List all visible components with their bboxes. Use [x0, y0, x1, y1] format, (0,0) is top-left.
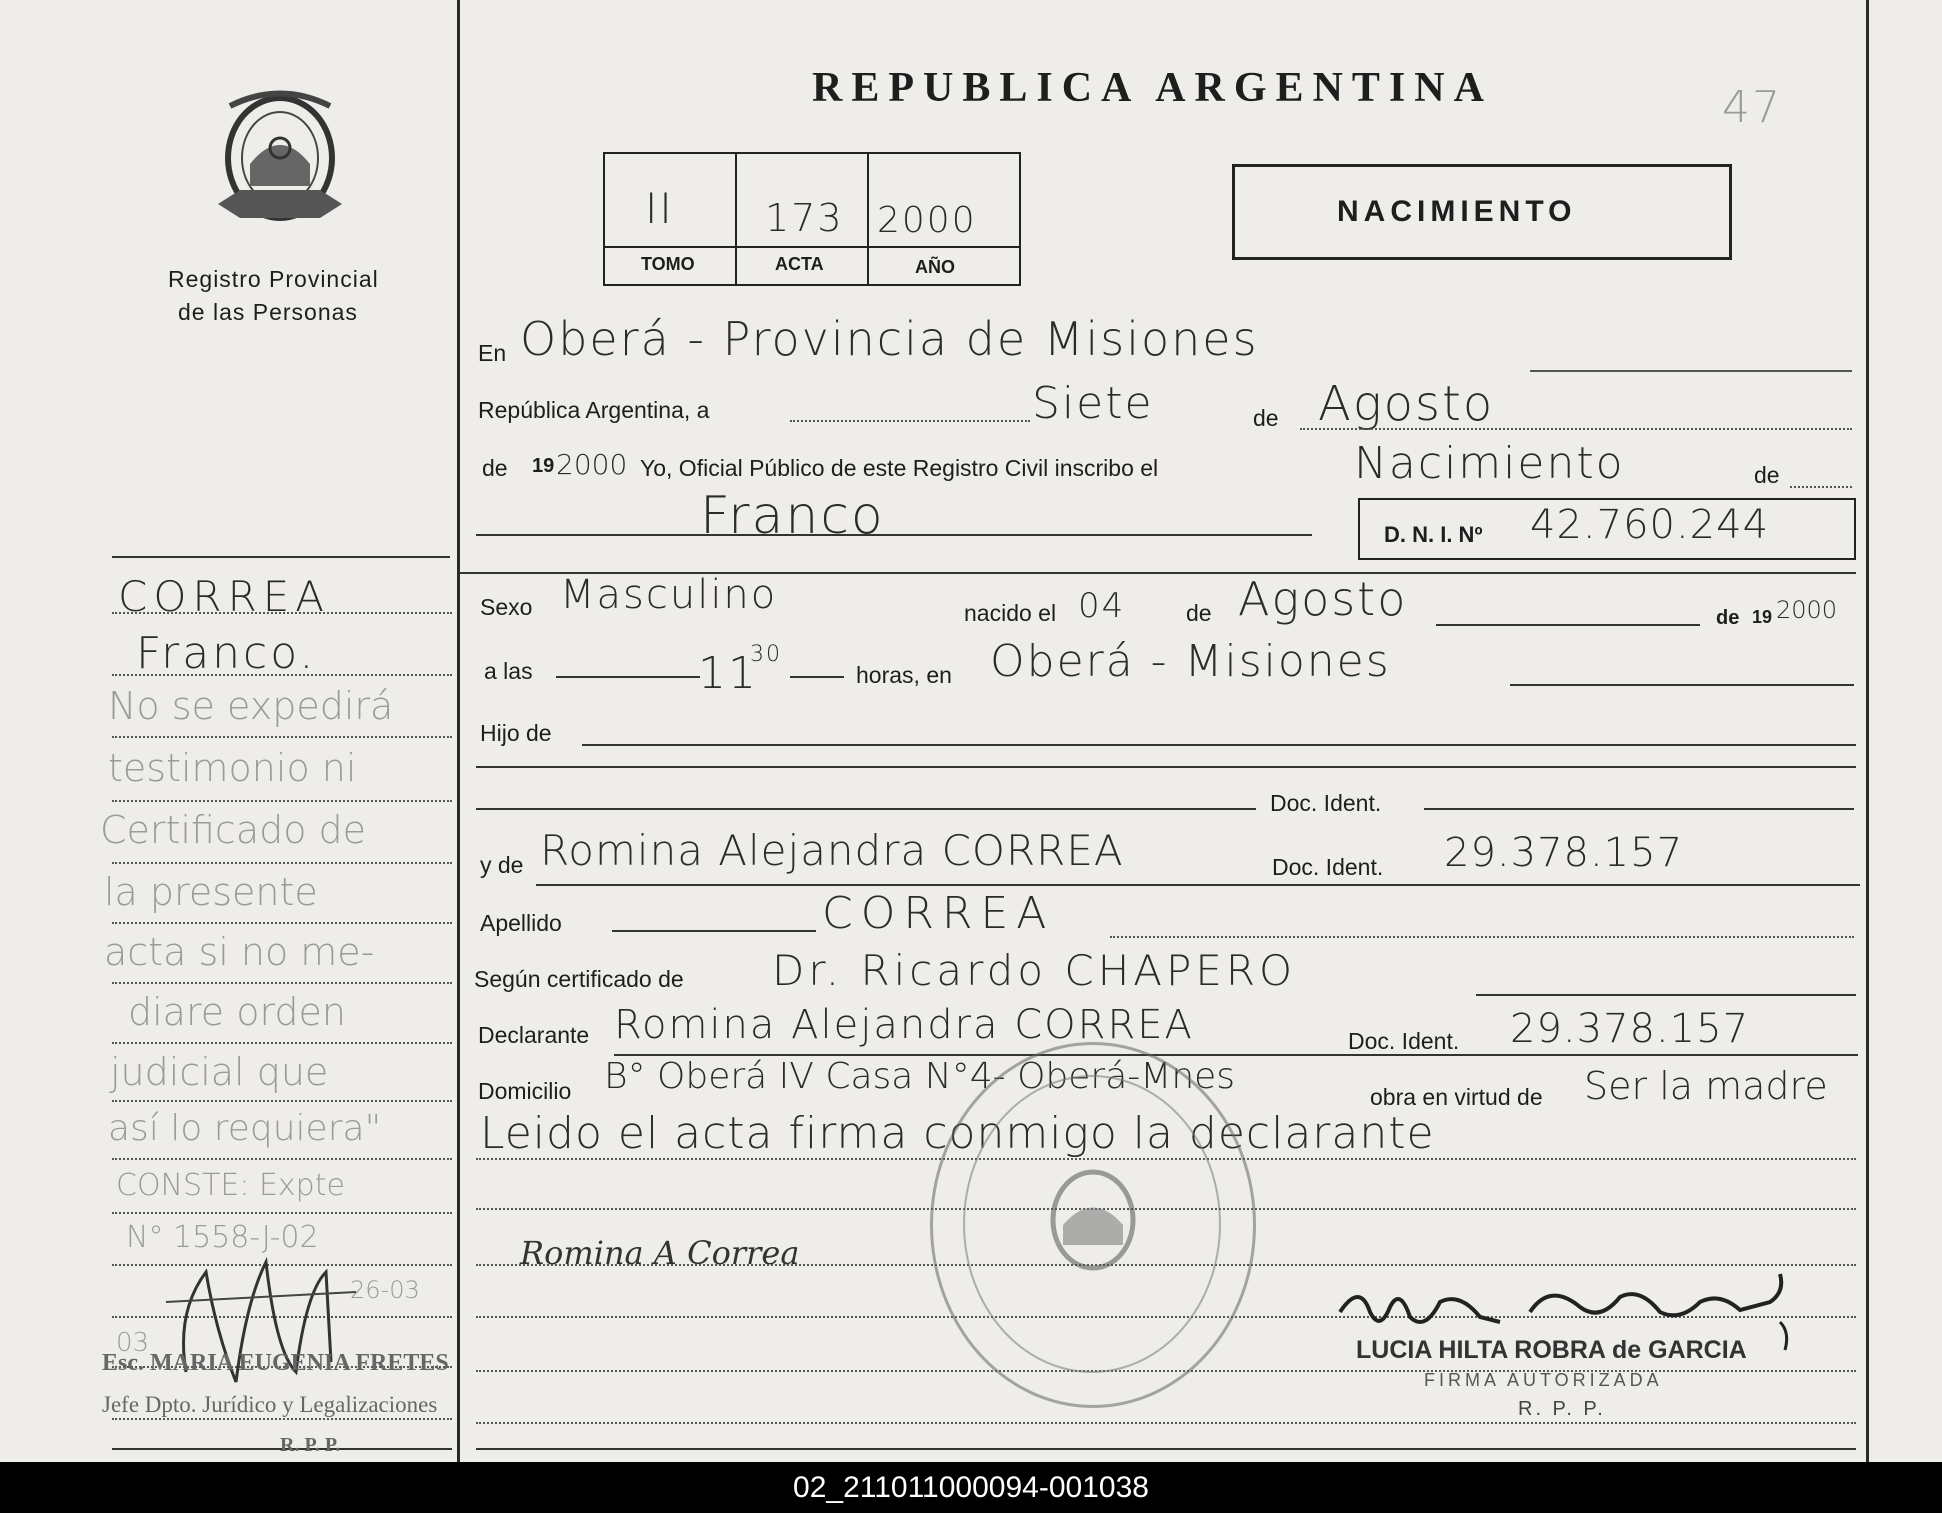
value-nac-dia: 04 — [1078, 586, 1126, 626]
label-y-de: y de — [480, 852, 524, 878]
margin-note-line-2: testimonio ni — [108, 746, 357, 790]
registry-name-line1: Registro Provincial — [168, 266, 379, 292]
record-number-box — [603, 152, 1021, 286]
margin-note-line-6: diare orden — [128, 990, 346, 1034]
label-hijo: Hijo de — [480, 720, 552, 746]
value-nac-lugar: Oberá - Misiones — [990, 636, 1391, 687]
value-nombre: Franco — [700, 486, 885, 546]
margin-note-line-4: la presente — [104, 870, 318, 914]
label-en: En — [478, 340, 507, 366]
value-dia: Siete — [1032, 378, 1154, 429]
registry-name-line2: de las Personas — [178, 299, 358, 325]
signatory-name: LUCIA HILTA ROBRA de GARCIA — [1356, 1336, 1747, 1364]
value-hora: 11 — [698, 648, 758, 699]
stamp-emblem-icon — [1043, 1165, 1143, 1275]
margin-apellido: CORREA — [118, 572, 331, 621]
value-madre-doc: 29.378.157 — [1444, 830, 1684, 876]
image-id-footer: 02_211011000094-001038 — [0, 1462, 1942, 1513]
margin-note-line-3: Certificado de — [100, 808, 367, 852]
value-ano: 2000 — [556, 448, 628, 481]
label-de-nac-year: de — [1716, 607, 1740, 629]
label-segun: Según certificado de — [474, 966, 684, 992]
nac-year-prefix: 19 — [1752, 607, 1773, 627]
label-a-las: a las — [484, 658, 533, 684]
acta-value: 173 — [765, 196, 844, 240]
value-acto: Nacimiento — [1354, 438, 1625, 489]
folio-number: 47 — [1722, 82, 1782, 133]
ano-value: 2000 — [877, 200, 977, 241]
ano-label: AÑO — [915, 257, 955, 277]
value-apellido: CORREA — [822, 888, 1055, 939]
label-republica: República Argentina, a — [478, 397, 710, 423]
value-declarante: Romina Alejandra CORREA — [614, 1002, 1194, 1048]
label-dni: D. N. I. Nº — [1384, 522, 1483, 547]
margin-note-line-5: acta si no me- — [104, 930, 375, 974]
label-oficial: Yo, Oficial Público de este Registro Civil inscribo el — [640, 455, 1159, 481]
acta-label: ACTA — [775, 254, 824, 274]
signatory-role: FIRMA AUTORIZADA — [1424, 1370, 1663, 1390]
label-apellido: Apellido — [480, 910, 562, 936]
margin-nombre: Franco. — [136, 628, 317, 679]
left-stamp-line-1: Esc. MARIA EUGENIA FRETES — [102, 1350, 449, 1376]
left-column-divider — [457, 0, 460, 1462]
margin-note-line-10: N° 1558-J-02 — [126, 1220, 319, 1255]
document-type-box — [1232, 164, 1732, 260]
label-de-mes: de — [1253, 405, 1279, 431]
country-title: REPUBLICA ARGENTINA — [812, 65, 1493, 111]
label-sexo: Sexo — [480, 594, 533, 620]
label-de-nac-mes: de — [1186, 600, 1212, 626]
value-dni: 42.760.244 — [1530, 502, 1770, 548]
value-lugar: Oberá - Provincia de Misiones — [520, 312, 1259, 366]
value-medico: Dr. Ricardo CHAPERO — [772, 946, 1297, 995]
value-madre: Romina Alejandra CORREA — [540, 826, 1124, 875]
dni-box — [1358, 498, 1856, 560]
margin-note-line-13: 03 — [116, 1328, 150, 1358]
value-nac-mes: Agosto — [1238, 572, 1408, 626]
value-domicilio: B° Oberá IV Casa N°4- Oberá-Mnes — [604, 1056, 1236, 1097]
left-stamp-line-2: Jefe Dpto. Jurídico y Legalizaciones — [102, 1392, 438, 1417]
provincial-seal-icon — [210, 86, 350, 236]
label-doc-ident-2: Doc. Ident. — [1272, 854, 1384, 880]
margin-note-line-8: así lo requiera" — [108, 1108, 382, 1149]
label-doc-ident-3: Doc. Ident. — [1348, 1028, 1460, 1054]
value-mes: Agosto — [1318, 376, 1495, 432]
margin-note-line-9: CONSTE: Expte — [116, 1168, 345, 1203]
label-de-year: de — [482, 455, 508, 481]
value-minutos: 30 — [750, 642, 782, 667]
value-leido: Leido el acta firma conmigo la declarante — [480, 1108, 1435, 1159]
tomo-value: II — [645, 184, 674, 233]
label-de-nombre: de — [1754, 462, 1780, 488]
signatory-org: R. P. P. — [1518, 1398, 1606, 1420]
label-horas: horas, en — [856, 662, 952, 688]
value-sexo: Masculino — [560, 572, 778, 618]
tomo-label: TOMO — [641, 254, 695, 274]
margin-note-line-1: No se expedirá — [108, 684, 394, 728]
label-obra: obra en virtud de — [1370, 1084, 1543, 1110]
value-declarante-doc: 29.378.157 — [1510, 1006, 1750, 1052]
left-stamp-line-3: R. P. P. — [280, 1434, 341, 1456]
label-nacido: nacido el — [964, 600, 1057, 626]
value-nac-ano: 2000 — [1776, 596, 1838, 624]
label-declarante: Declarante — [478, 1022, 590, 1048]
right-border — [1866, 0, 1869, 1462]
official-round-stamp — [930, 1042, 1256, 1408]
document-type: NACIMIENTO — [1337, 195, 1577, 228]
value-virtud: Ser la madre — [1584, 1064, 1828, 1108]
year-prefix: 19 — [532, 455, 555, 477]
margin-note-line-12: 26-03 — [350, 1276, 420, 1304]
margin-note-line-7: judicial que — [110, 1050, 329, 1094]
value-firma-declarante: Romina A Correa — [520, 1234, 800, 1272]
label-doc-ident-1: Doc. Ident. — [1270, 790, 1382, 816]
label-domicilio: Domicilio — [478, 1078, 572, 1104]
